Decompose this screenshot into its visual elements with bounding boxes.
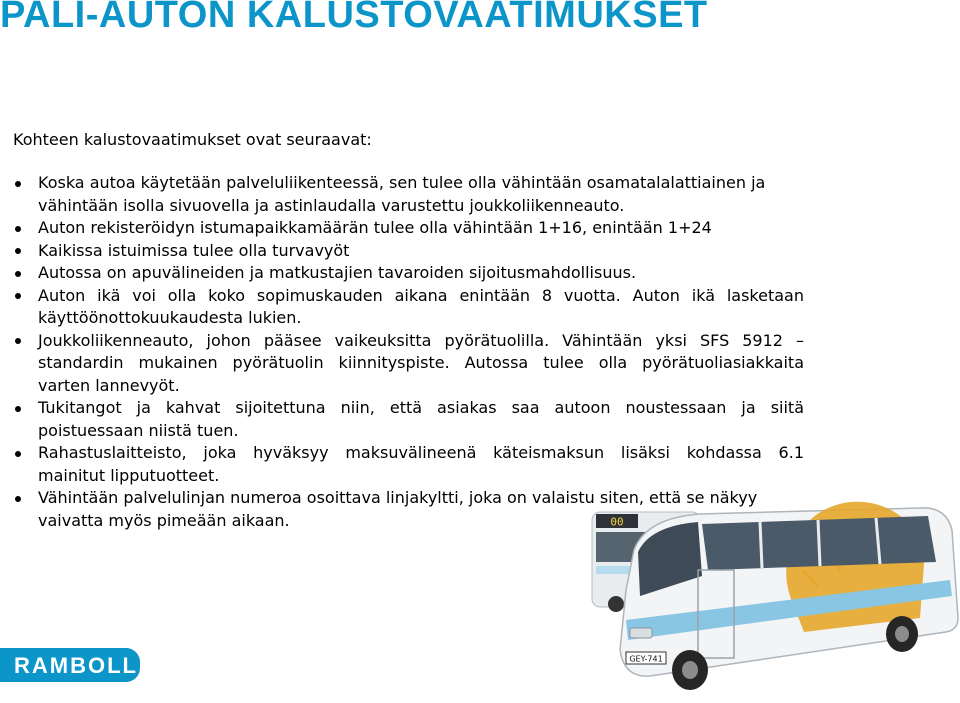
minibus-photo [590,500,960,703]
list-item-line: Auton ikä voi olla koko sopimuskauden aikana enintään 8 vuotta. Auton ikä lasketaan [38,285,804,305]
list-item-line: Joukkoliikenneauto, johon pääsee vaikeuksitta pyörätuolilla. Vähintään yksi SFS 5912 – [38,330,804,350]
list-item-line: Koska autoa käytetään palveluliikenteessä, sen tulee olla vähintään osamatalalattiainen ja [38,173,766,192]
list-item-line: Tukitangot ja kahvat sijoitettuna niin, että asiakas saa autoon noustessaan ja siitä [38,398,804,417]
license-plate: GEY-741 [629,654,663,664]
list-item-line: standardin mukainen pyörätuolin kiinnityspiste. Autossa tulee olla pyörätuoliasiakkaita [38,353,804,372]
intro-text: Kohteen kalustovaatimukset ovat seuraavat: [13,130,372,149]
list-item [0,397,804,442]
list-item-line: Autossa on apuvälineiden ja matkustajien tavaroiden sijoitusmahdollisuus. [38,263,637,282]
list-item-line: vaivatta myös pimeään aikaan. [38,510,290,530]
list-item-line: vähintään isolla sivuovella ja astinlaudalla varustettu joukkoliikenneauto. [38,195,625,215]
list-item [0,442,804,487]
list-item [0,217,804,240]
route-sign: 00 [610,515,624,529]
list-item [0,240,804,263]
list-item-line: käyttöönottokuukaudesta lukien. [38,308,302,327]
list-item-line: poistuessaan niistä tuen. [38,420,239,440]
list-item-line: varten lannevyöt. [38,375,180,395]
list-item [0,172,804,217]
list-item [0,262,804,285]
list-item-line: Kaikissa istuimissa tulee olla turvavyöt [38,240,350,260]
logo-text: RAMBOLL [14,653,138,678]
list-item-line: Vähintään palvelulinjan numeroa osoittava linjakyltti, joka on valaistu siten, että se näkyy [38,488,758,507]
list-item [0,285,804,330]
list-item-line: Auton rekisteröidyn istumapaikkamäärän tulee olla vähintään 1+16, enintään 1+24 [38,218,712,237]
requirements-list [0,172,804,532]
page-title: PALI-AUTON KALUSTOVAATIMUKSET [0,0,708,36]
list-item-line: Rahastuslaitteisto, joka hyväksyy maksuvälineenä käteismaksun lisäksi kohdassa 6.1 [38,443,804,462]
ramboll-logo [0,648,140,682]
list-item [0,330,804,398]
list-item-line: mainitut lipputuotteet. [38,465,220,485]
main-minibus [620,502,958,690]
